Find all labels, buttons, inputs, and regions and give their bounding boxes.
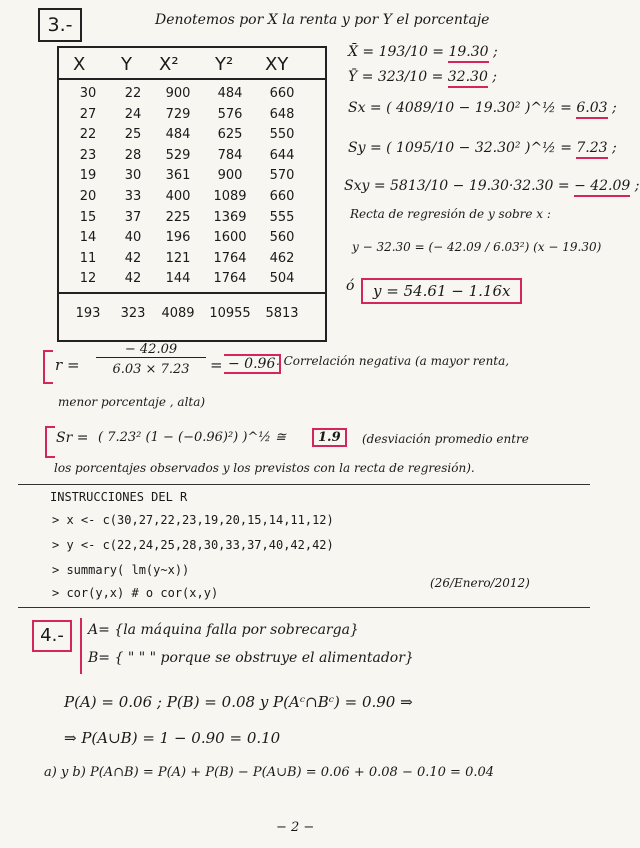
table-cell: 361 bbox=[165, 168, 191, 184]
table-cell: 400 bbox=[165, 189, 191, 204]
xbar-line: X̄ = 193/10 = 19.30 ; bbox=[348, 44, 498, 60]
sr-note-line-2: los porcentajes observados y los previstos con la recta de regresión). bbox=[54, 461, 475, 475]
regression-final: y = 54.61 − 1.16x bbox=[361, 278, 522, 304]
sxy-label: Sxy = 5813/10 − 19.30·32.30 = bbox=[344, 178, 570, 194]
table-cell: 30 bbox=[79, 86, 97, 101]
table-total-cell: 323 bbox=[120, 306, 146, 321]
or-symbol: ó bbox=[346, 278, 355, 294]
table-header-xy: XY bbox=[265, 54, 289, 75]
table-cell: 625 bbox=[217, 127, 243, 143]
table-cell: 28 bbox=[124, 147, 142, 163]
table-cell: 648 bbox=[269, 106, 295, 122]
table-cell: 900 bbox=[217, 168, 243, 184]
date-note: (26/Enero/2012) bbox=[430, 576, 530, 590]
sy-label: Sy = ( 1095/10 − 32.30² )^½ = bbox=[348, 140, 572, 156]
table-cell: 729 bbox=[165, 106, 191, 122]
page-number: − 2 − bbox=[276, 820, 315, 835]
table-header-y2: Y² bbox=[215, 54, 234, 75]
table-totals-divider bbox=[59, 292, 325, 294]
sr-note-line-1: (desviación promedio entre bbox=[362, 432, 529, 446]
sr-value: 1.9 bbox=[312, 428, 347, 447]
table-total-cell: 193 bbox=[75, 306, 101, 321]
sr-label: Sr = bbox=[56, 430, 89, 446]
ybar-label: Ȳ = 323/10 = bbox=[348, 69, 444, 85]
table-cell: 19 bbox=[79, 168, 97, 184]
table-total-cell: 4089 bbox=[161, 306, 195, 321]
table-header-divider bbox=[59, 78, 325, 80]
r-instructions-title: INSTRUCCIONES DEL R bbox=[50, 490, 188, 504]
table-cell: 11 bbox=[79, 250, 97, 266]
table-cell: 22 bbox=[79, 127, 97, 143]
r-bracket bbox=[43, 350, 53, 384]
table-cell: 1764 bbox=[213, 250, 247, 266]
r-instruction-line-4: > cor(y,x) # o cor(x,y) bbox=[52, 586, 219, 600]
table-cell: 570 bbox=[269, 168, 295, 184]
r-label: r = bbox=[55, 356, 80, 374]
table-header-y: Y bbox=[121, 54, 132, 75]
sy-line: Sy = ( 1095/10 − 32.30² )^½ = 7.23 ; bbox=[348, 140, 617, 156]
table-cell: 14 bbox=[79, 230, 97, 246]
table-cell: 1600 bbox=[213, 230, 247, 246]
table-cell: 660 bbox=[269, 189, 295, 204]
event-b: B= { " " " porque se obstruye el alimentador} bbox=[88, 650, 414, 666]
table-cell: 42 bbox=[124, 250, 142, 266]
table-cell: 27 bbox=[79, 106, 97, 122]
regression-title: Recta de regresión de y sobre x : bbox=[350, 207, 551, 221]
sr-bracket bbox=[45, 426, 55, 458]
table-cell: 24 bbox=[124, 106, 142, 122]
section-divider bbox=[18, 484, 590, 485]
table-cell: 22 bbox=[124, 86, 142, 101]
table-cell: 550 bbox=[269, 127, 295, 143]
table-cell: 784 bbox=[217, 147, 243, 163]
sr-expression: ( 7.23² (1 − (−0.96)²) )^½ ≅ bbox=[98, 430, 286, 445]
ybar-value: 32.30 bbox=[448, 69, 488, 88]
table-cell: 560 bbox=[269, 230, 295, 246]
section-divider-2 bbox=[18, 607, 590, 608]
table-header-x2: X² bbox=[159, 54, 179, 75]
table-cell: 660 bbox=[269, 86, 295, 101]
table-cell: 37 bbox=[124, 209, 142, 225]
table-cell: 15 bbox=[79, 209, 97, 225]
table-total-cell: 5813 bbox=[265, 306, 299, 321]
section-4-bracket bbox=[80, 618, 82, 674]
table-cell: 23 bbox=[79, 147, 97, 163]
r-instruction-line-2: > y <- c(22,24,25,28,30,33,37,40,42,42) bbox=[52, 538, 334, 552]
table-cell: 196 bbox=[165, 230, 191, 246]
table-cell: 225 bbox=[165, 209, 191, 225]
r-instruction-line-3: > summary( lm(y~x)) bbox=[52, 563, 190, 577]
sxy-value: − 42.09 bbox=[574, 178, 630, 197]
table-cell: 144 bbox=[165, 271, 191, 287]
table-cell: 12 bbox=[79, 271, 97, 287]
table-cell: 555 bbox=[269, 209, 295, 225]
sxy-line: Sxy = 5813/10 − 19.30·32.30 = − 42.09 ; bbox=[344, 178, 640, 194]
sy-value: 7.23 bbox=[576, 140, 607, 159]
xbar-label: X̄ = 193/10 = bbox=[348, 44, 445, 60]
ybar-line: Ȳ = 323/10 = 32.30 ; bbox=[348, 69, 497, 85]
table-header-x: X bbox=[73, 54, 86, 75]
table-cell: 484 bbox=[165, 127, 191, 143]
r-denominator: 6.03 × 7.23 bbox=[112, 362, 190, 377]
table-total-cell: 10955 bbox=[209, 306, 251, 321]
table-cell: 576 bbox=[217, 106, 243, 122]
table-cell: 30 bbox=[124, 168, 142, 184]
table-cell: 484 bbox=[217, 86, 243, 101]
table-cell: 529 bbox=[165, 147, 191, 163]
data-table bbox=[57, 46, 327, 342]
r-numerator: − 42.09 bbox=[96, 342, 206, 358]
table-cell: 462 bbox=[269, 250, 295, 266]
event-a: A= {la máquina falla por sobrecarga} bbox=[88, 622, 359, 638]
table-cell: 504 bbox=[269, 271, 295, 287]
table-cell: 1089 bbox=[213, 189, 247, 204]
table-cell: 25 bbox=[124, 127, 142, 143]
union-line: ⇒ P(A∪B) = 1 − 0.90 = 0.10 bbox=[64, 729, 281, 747]
table-cell: 42 bbox=[124, 271, 142, 287]
section-4-number: 4.- bbox=[32, 620, 72, 652]
table-cell: 33 bbox=[124, 189, 142, 204]
table-cell: 900 bbox=[165, 86, 191, 101]
table-cell: 40 bbox=[124, 230, 142, 246]
regression-equation: y − 32.30 = (− 42.09 / 6.03²) (x − 19.30) bbox=[352, 240, 602, 254]
table-cell: 1369 bbox=[213, 209, 247, 225]
r-instruction-line-1: > x <- c(30,27,22,23,19,20,15,14,11,12) bbox=[52, 513, 334, 527]
sx-label: Sx = ( 4089/10 − 19.30² )^½ = bbox=[348, 100, 572, 116]
r-note-line-2: menor porcentaje , alta) bbox=[58, 395, 206, 409]
sx-value: 6.03 bbox=[576, 100, 607, 119]
section-3-number: 3.- bbox=[38, 8, 82, 42]
section-3-title: Denotemos por X la renta y por Y el porcentaje bbox=[155, 12, 490, 28]
r-equals: = bbox=[210, 356, 223, 374]
probabilities-line: P(A) = 0.06 ; P(B) = 0.08 y P(Aᶜ∩Bᶜ) = 0.90 ⇒ bbox=[64, 693, 413, 711]
intersection-line: a) y b) P(A∩B) = P(A) + P(B) − P(A∪B) = 0.06 + 0.08 − 0.10 = 0.04 bbox=[44, 765, 495, 780]
r-note-line-1: . Correlación negativa (a mayor renta, bbox=[276, 354, 510, 368]
xbar-value: 19.30 bbox=[448, 44, 488, 63]
table-cell: 20 bbox=[79, 189, 97, 204]
table-cell: 1764 bbox=[213, 271, 247, 287]
table-cell: 121 bbox=[165, 250, 191, 266]
sx-line: Sx = ( 4089/10 − 19.30² )^½ = 6.03 ; bbox=[348, 100, 617, 116]
r-value: − 0.96 bbox=[224, 354, 281, 374]
table-cell: 644 bbox=[269, 147, 295, 163]
